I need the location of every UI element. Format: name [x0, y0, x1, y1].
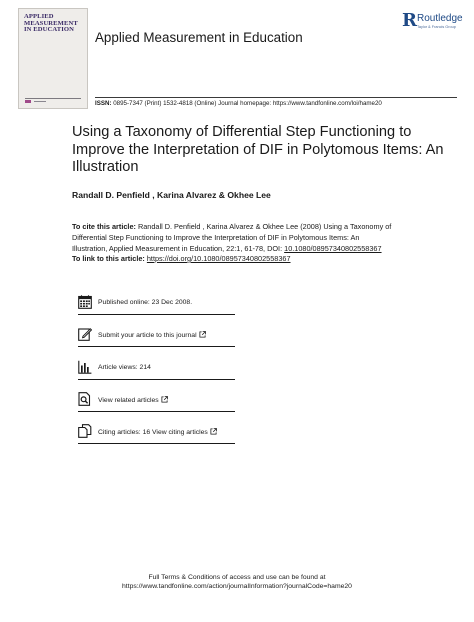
issn-line	[95, 100, 382, 107]
cover-footer	[25, 98, 81, 103]
related-articles-row[interactable]	[78, 387, 235, 412]
publisher-tagline: Taylor & Francis Group	[417, 25, 456, 29]
citation-doi-link[interactable]: 10.1080/08957340802558367	[284, 243, 382, 253]
citation-text: Randall D. Penfield , Karina Alvarez & Okhee Lee (2008) Using a Taxonomy of Differential Step Functioning to Improve the Interpretation of DIF in Polytomous Items: An Illustration, Applied Measurement in Education, 22:1, 61-78, DOI:	[72, 222, 392, 253]
submit-article-row[interactable]	[78, 322, 235, 347]
row-divider	[78, 379, 235, 380]
header-divider	[95, 97, 457, 98]
calendar-icon	[78, 295, 92, 309]
article-link-line	[72, 254, 291, 263]
external-link-icon	[161, 396, 168, 403]
related-articles-label[interactable]: View related articles	[98, 397, 159, 404]
article-doi-link[interactable]: https://doi.org/10.1080/08957340802558367	[146, 254, 291, 263]
external-link-icon	[210, 428, 217, 435]
citing-articles-row[interactable]	[78, 419, 235, 444]
citing-articles-label[interactable]: Citing articles: 16 View citing articles	[98, 429, 208, 436]
routledge-logo-icon: R	[402, 10, 417, 31]
row-divider	[78, 314, 235, 315]
citation-block	[72, 222, 396, 254]
article-views-row	[78, 355, 235, 380]
issn-value[interactable]: 0895-7347 (Print) 1532-4818 (Online) Journal homepage: https://www.tandfonline.com/loi/hame20	[111, 100, 382, 107]
related-articles-link[interactable]	[98, 396, 168, 404]
article-authors: Randall D. Penfield , Karina Alvarez & Okhee Lee	[72, 190, 271, 200]
external-link-icon	[199, 331, 206, 338]
submit-article-link[interactable]	[98, 331, 206, 339]
edit-icon	[78, 327, 92, 341]
article-title: Using a Taxonomy of Differential Step Functioning to Improve the Interpretation of DIF in Polytomous Items: An Illustration	[72, 124, 444, 175]
cover-title-line-1: APPLIED	[24, 13, 54, 20]
published-row	[78, 290, 235, 315]
issn-label: ISSN:	[95, 100, 112, 107]
published-date: Published online: 23 Dec 2008.	[98, 299, 193, 306]
footer	[0, 573, 474, 592]
citing-articles-link[interactable]	[98, 428, 217, 436]
cover-title-line-2: MEASUREMENT	[24, 19, 78, 27]
journal-cover-image	[18, 8, 88, 109]
bar-chart-icon	[78, 360, 92, 374]
article-views: Article views: 214	[98, 364, 151, 371]
footer-terms-link[interactable]: https://www.tandfonline.com/action/journalInformation?journalCode=hame20	[122, 583, 352, 591]
cover-footer-line	[34, 101, 46, 102]
search-icon	[78, 392, 92, 406]
cover-title-line-3: IN EDUCATION	[24, 26, 74, 34]
link-label: To link to this article:	[72, 254, 147, 263]
submit-article-label[interactable]: Submit your article to this journal	[98, 332, 197, 339]
cover-title	[24, 14, 84, 34]
row-divider	[78, 346, 235, 347]
citation-label: To cite this article:	[72, 222, 136, 231]
publisher-name: Routledge	[417, 13, 463, 24]
copy-icon	[78, 424, 92, 438]
journal-title: Applied Measurement in Education	[95, 30, 303, 45]
row-divider	[78, 443, 235, 444]
cover-logo-mark	[25, 100, 31, 103]
row-divider	[78, 411, 235, 412]
footer-terms-text: Full Terms & Conditions of access and use can be found at	[148, 574, 326, 581]
